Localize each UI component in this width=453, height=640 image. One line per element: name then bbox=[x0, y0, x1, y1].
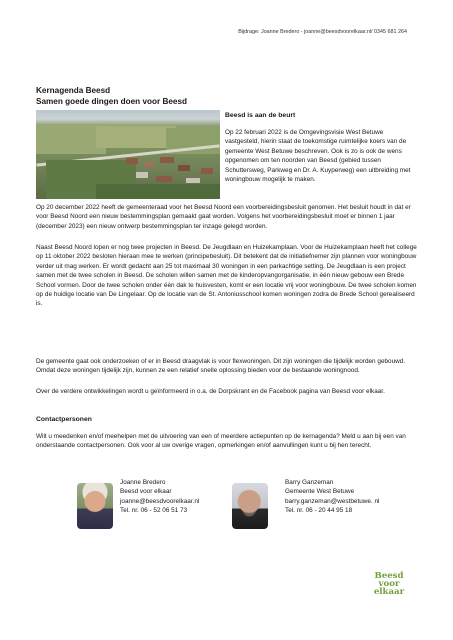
contact-card-2 bbox=[285, 478, 379, 516]
photo-roof bbox=[136, 172, 148, 178]
photo-roof bbox=[201, 168, 213, 174]
contact-phone: Tel. nr. 06 - 52 06 51 73 bbox=[120, 507, 188, 515]
paragraph-2: Naast Beesd Noord lopen er nog twee projecten in Beesd. De Jeugdlaan en Huizekamplaan. Voor de Huizekamplaan heeft het college op 11 oktober 2022 besloten hieraan mee te werken (principebesluit). Dit betekent dat de initiatiefnemer zijn plannen voor woningbouw verder uit mag werken. Er wordt gedacht aan 25 tot maximaal 30 woningen in een parkachtige setting. De Jeugdlaan is een project samen met de twee scholen in Beesd. De scholen willen samen met de kinderopvangorganisatie, in één nieuw gebouw een Brede School vormen. Door de twee scholen onder één dak te huisvesten, komt er een locatie vrij voor woningbouw. De twee scholen komen op de huidige locatie van De Lingelaar. Op de locatie van de St. Antoniusschool komen woningen zodra de Brede School gerealiseerd is. bbox=[36, 244, 417, 308]
photo-roof bbox=[144, 162, 154, 167]
paragraph-4: Over de verdere ontwikkelingen wordt u geïnformeerd in o.a. de Dorpskrant en de Facebook pagina van Beesd voor elkaar. bbox=[36, 388, 385, 395]
contact-email[interactable]: barry.ganzeman@westbetuwe. nl bbox=[285, 497, 380, 505]
contact-phone: Tel. nr. 06 - 20 44 95 18 bbox=[285, 507, 353, 515]
beesd-voor-elkaar-logo bbox=[367, 572, 411, 596]
photo-roof bbox=[126, 158, 138, 164]
contact-name: Joanne Bredero bbox=[120, 479, 166, 486]
kicker: Kernagenda Beesd bbox=[36, 86, 111, 95]
logo-line: Beesd bbox=[374, 571, 404, 581]
contact-name: Barry Ganzeman bbox=[285, 479, 334, 486]
contact-email[interactable]: joanne@beesdvoorelkaar.nl bbox=[120, 497, 200, 505]
photo-roof bbox=[186, 178, 200, 183]
avatar-joanne bbox=[77, 483, 113, 529]
contact-org: Gemeente West Betuwe bbox=[285, 488, 355, 496]
byline: Bijdrage: Joanne Bredero - joanne@beesdvoorelkaar.nl/ 0345 681 264 bbox=[238, 29, 407, 35]
paragraph-1: Op 20 december 2022 heeft de gemeenteraad voor het Beesd Noord een voorbereidingsbesluit genomen. Het besluit houdt in dat er voor Beesd Noord een nieuw bestemmingsplan gemaakt gaat worden. Volgens het voorbereidingsbesluit moet er binnen 1 jaar (december 2023) een nieuw ontwerp bestemmingsplan ter inzage gelegd worden. bbox=[36, 204, 411, 230]
photo-roof bbox=[156, 176, 172, 182]
section-heading-contacts: Contactpersonen bbox=[36, 416, 92, 423]
paragraph-5: Wilt u meedenken en/of meehelpen met de uitvoering van een of meerdere actiepunten op de kernagenda? Meld u aan bij een van onderstaande contactpersonen. Ook voor al uw overige vragen, opmerkingen en/of aanvullingen kunt u bij hen terecht. bbox=[36, 433, 406, 450]
photo-field bbox=[96, 126, 176, 148]
aerial-photo bbox=[36, 110, 220, 199]
logo-line: elkaar bbox=[373, 587, 405, 597]
page-title: Samen goede dingen doen voor Beesd bbox=[36, 97, 188, 106]
sidebar-heading: Beesd is aan de beurt bbox=[225, 112, 296, 119]
photo-roof bbox=[178, 165, 190, 171]
sidebar-body: Op 22 februari 2022 is de Omgevingsvisie West Betuwe vastgesteld, hierin staat de toekomstige ruimtelijke koers van de gemeente West Betuwe beschreven. Ook is zo is ook de wens opgenomen om ten noorden van Beesd (gebied tussen Schuttersweg, Parkweg en Dr. A. Kuyperweg) een uitbreiding met woningbouw mogelijk te maken. bbox=[225, 129, 411, 184]
contact-org: Beesd voor elkaar bbox=[120, 488, 172, 496]
avatar-barry bbox=[232, 483, 268, 529]
paragraph-3: De gemeente gaat ook onderzoeken of er in Beesd draagvlak is voor flexwoningen. Dit zijn woningen die tijdelijk worden gebouwd. Omdat deze woningen tijdelijk zijn, kunnen ze een relatief snelle oplossing bieden voor de bestaande woningnood. bbox=[36, 358, 406, 375]
contact-card-1 bbox=[120, 478, 199, 516]
logo-line: voor bbox=[378, 579, 400, 589]
photo-trees bbox=[96, 184, 220, 199]
photo-roof bbox=[160, 157, 174, 163]
